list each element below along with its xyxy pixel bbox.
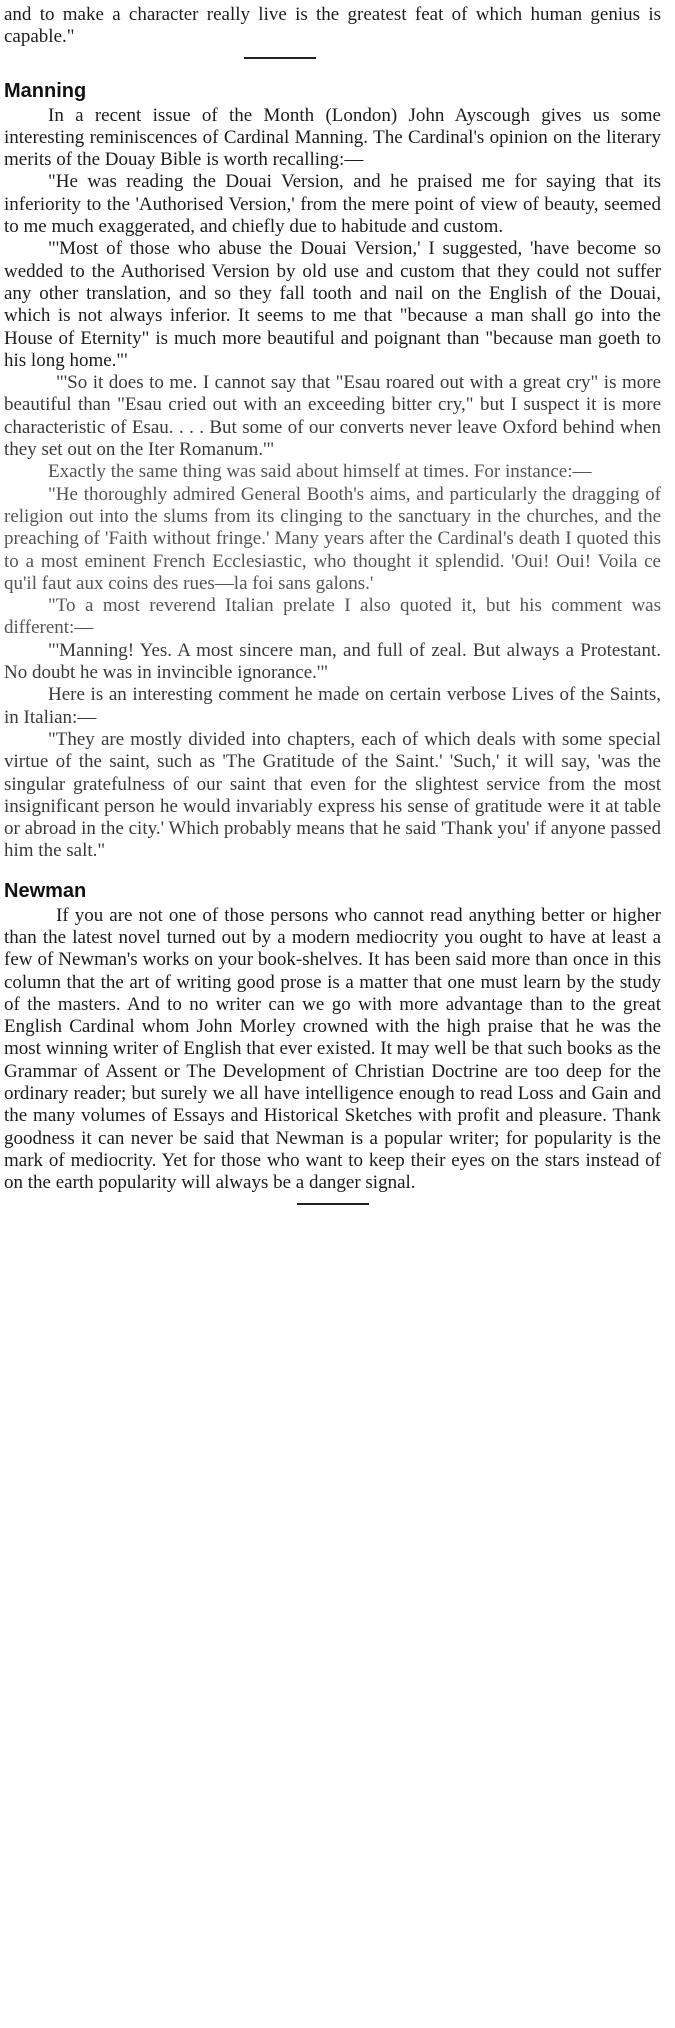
section-heading-newman: Newman (4, 879, 87, 902)
section-heading-manning: Manning (4, 79, 87, 102)
quote-paragraph: "To a most reverend Italian prelate I also quoted it, but his comment was different:— (4, 595, 661, 639)
paragraph: If you are not one of those persons who cannot read anything better or higher than the latest novel turned out by a modern mediocrity you ought to have at least a few of Newman's works on your book-shelves. It has been said more than once in this column that the art of writing good prose is a matter that one must learn by the study of the masters. And to no writer can we go with more advantage than to the great English Cardinal whom John Morley crowned with the high praise that he was the most winning writer of English that ever existed. It may well be that such books as the Grammar of Assent or The Development of Christian Doctrine are too deep for the ordinary reader; but surely we all have intelligence enough to read Loss and Gain and the many volumes of Essays and Historical Sketches with profit and pleasure. Thank goodness it can never be said that Newman is a popular writer; for popularity is the mark of mediocrity. Yet for those who want to keep their eyes on the stars instead of on the earth popularity will always be a danger signal. (4, 904, 661, 1194)
quote-paragraph: "'Most of those who abuse the Douai Version,' I suggested, 'have become so wedded to the Authorised Version by old use and custom that they could not suffer any other translation, and so they fall tooth and nail on the English of the Douai, which is not always inferior. It seems to me that "because a man shall go into the House of Eternity" is much more beautiful and poignant than "because man goeth to his long home."' (4, 238, 661, 371)
paragraph: Here is an interesting comment he made on certain verbose Lives of the Saints, in Italian:— (4, 684, 661, 728)
intro-paragraph: and to make a character really live is the greatest feat of which human genius is capable." (4, 4, 661, 48)
quote-paragraph: "He thoroughly admired General Booth's aims, and particularly the dragging of religion out into the slums from its clinging to the sanctuary in the churches, and the preaching of 'Faith without fringe.' Many years after the Cardinal's death I quoted this to a most eminent French Ecclesiastic, who thought it splendid. 'Oui! Oui! Voila ce qu'il faut aux coins des rues—la foi sans galons.' (4, 483, 661, 594)
quote-paragraph: "They are mostly divided into chapters, each of which deals with some special virtue of the saint, such as 'The Gratitude of the Saint.' 'Such,' it will say, 'was the singular gratefulness of our saint that even for the slightest service from the most insignificant person he would invariably express his sense of gratitude were it at table or abroad in the city.' Which probably means that he said 'Thank you' if anyone passed him the salt." (4, 728, 661, 862)
paragraph: Exactly the same thing was said about himself at times. For instance:— (48, 461, 592, 483)
quote-paragraph: "'Manning! Yes. A most sincere man, and full of zeal. But always a Protestant. No doubt he was in invincible ignorance.'" (4, 639, 661, 684)
section-divider (4, 1195, 661, 1213)
paragraph: In a recent issue of the Month (London) John Ayscough gives us some interesting reminiscences of Cardinal Manning. The Cardinal's opinion on the literary merits of the Douay Bible is worth recalling:— (4, 104, 661, 171)
section-divider (4, 49, 661, 67)
quote-paragraph: "'So it does to me. I cannot say that "Esau roared out with a great cry" is more beautiful than "Esau cried out with an exceeding bitter cry," but I suspect it is more characteristic of Esau. . . . But some of our converts never leave Oxford behind when they set out on the Iter Romanum.'" (4, 372, 661, 461)
quote-paragraph: "He was reading the Douai Version, and he praised me for saying that its inferiority to the 'Authorised Version,' from the mere point of view of beauty, seemed to me much exaggerated, and chiefly due to habitude and custom. (4, 171, 661, 238)
